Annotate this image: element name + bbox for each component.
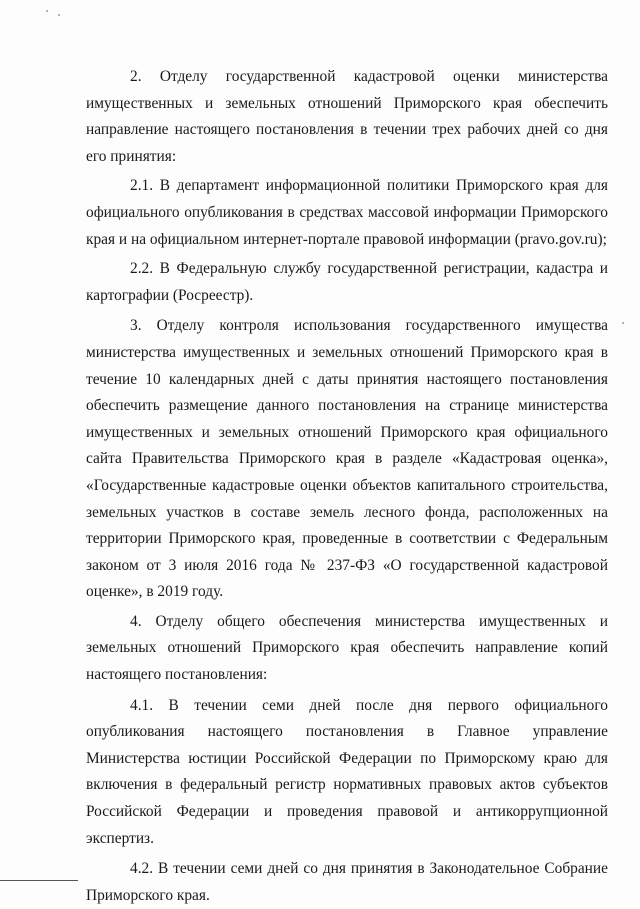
- scan-speck: [622, 322, 624, 324]
- paragraph-2-2: 2.2. В Федеральную службу государственной регистрации, кадастра и картографии (Росреестр).: [86, 260, 608, 304]
- document-body: [86, 64, 608, 909]
- paragraph-4-2: 4.2. В течении семи дней со дня принятия в Законодательное Собрание Приморского края.: [86, 860, 608, 904]
- paragraph-2-1: 2.1. В департамент информационной политики Приморского края для официального опубликования в средствах массовой информации Приморского края и на официальном интернет-портале правовой информации (pravo.gov.ru);: [86, 177, 608, 248]
- scan-speck: [46, 10, 48, 12]
- paragraph-4-1: 4.1. В течении семи дней после дня первого официального опубликования настоящего постановления в Главное управление Министерства юстиции Российской Федерации по Приморскому краю для включения в федеральный регистр нормативных правовых актов субъектов Российской Федерации и проведения правовой и антикоррупционной экспертиз.: [86, 696, 608, 847]
- paragraph-2: 2. Отделу государственной кадастровой оценки министерства имущественных и земельных отношений Приморского края обеспечить направление настоящего постановления в течении трех рабочих дней со дня его принятия:: [86, 68, 608, 165]
- scan-speck: [58, 14, 60, 16]
- footer-rule: [0, 880, 78, 881]
- paragraph-3: 3. Отделу контроля использования государственного имущества министерства имущественных и земельных отношений Приморского края в течение 10 календарных дней с даты принятия настоящего постановления обеспечить размещение данного постановления на странице министерства имущественных и земельных отношений Приморского края официального сайта Правительства Приморского края в разделе «Кадастровая оценка», «Государственные кадастровые оценки объектов капитального строительства, земельных участков в составе земель лесного фонда, расположенных на территории Приморского края, проведенные в соответствии с Федеральным законом от 3 июля 2016 года № 237-ФЗ «О государственной кадастровой оценке», в 2019 году.: [86, 317, 608, 601]
- paragraph-4: 4. Отделу общего обеспечения министерства имущественных и земельных отношений Приморского края обеспечить направление копий настоящего постановления:: [86, 612, 608, 684]
